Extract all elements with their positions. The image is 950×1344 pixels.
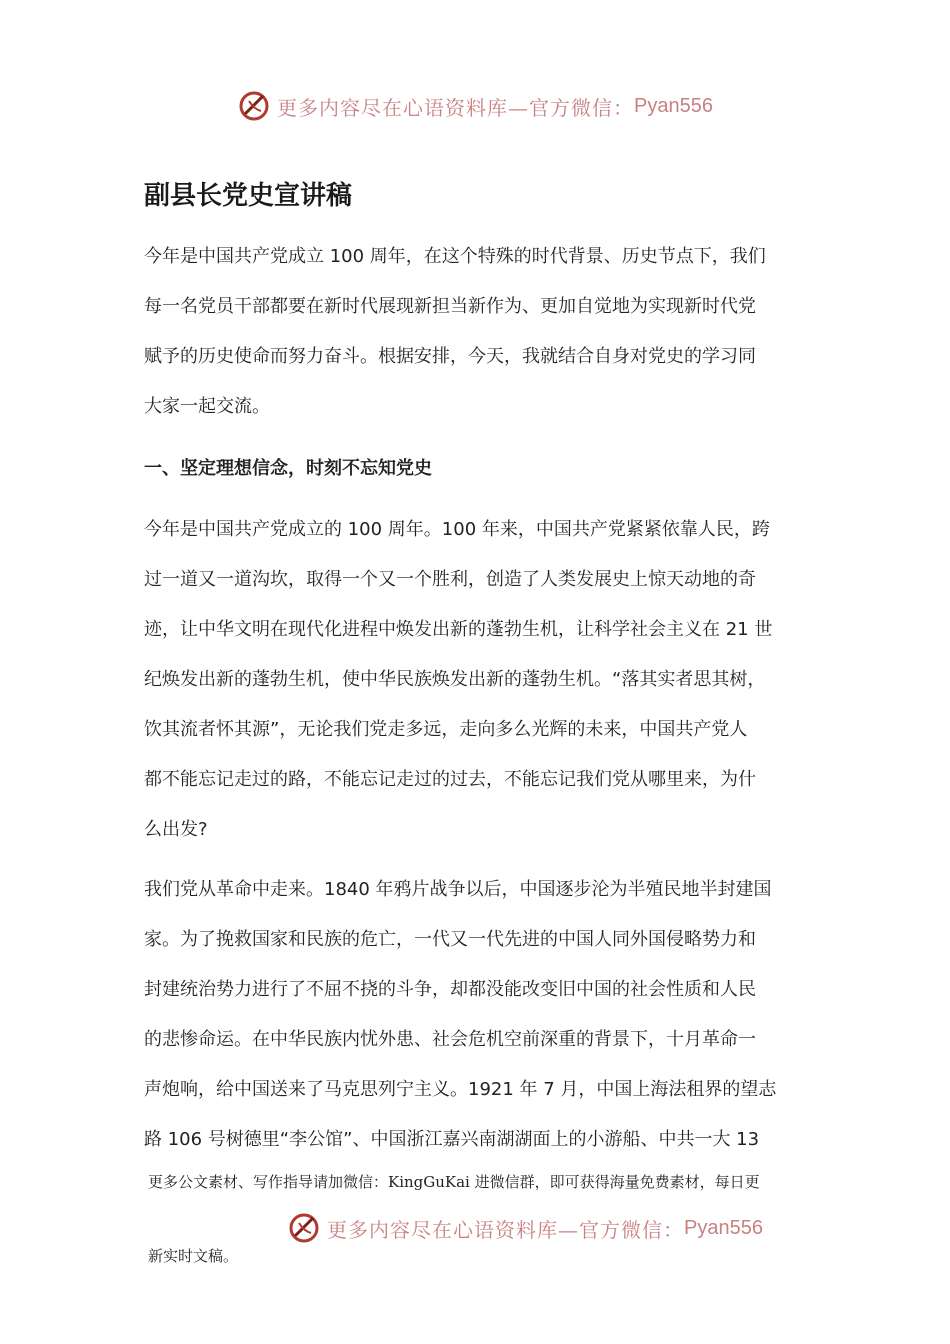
text-line: 每一名党员干部都要在新时代展现新担当新作为、更加自觉地为实现新时代党 [144,296,756,317]
text-line: 家。为了挽救国家和民族的危亡，一代又一代先进的中国人同外国侵略势力和 [144,929,756,950]
text-line: 我们党从革命中走来。1840 年鸦片战争以后，中国逐步沦为半殖民地半封建国 [144,879,772,900]
document-title: 副县长党史宣讲稿 [144,181,353,211]
banner-text: 更多内容尽在心语资料库—官方微信： [327,1217,685,1242]
text-line: 纪焕发出新的蓬勃生机，使中华民族焕发出新的蓬勃生机。“落其实者思其树， [144,669,766,690]
footer-note-continuation: 新实时文稿。 [148,1247,239,1265]
text-line: 过一道又一道沟坎，取得一个又一个胜利，创造了人类发展史上惊天动地的奇 [144,569,756,590]
paragraph-history [144,505,814,855]
banner-text: 更多内容尽在心语资料库—官方微信： [277,95,635,120]
banner-wechat-id: Pyan556 [634,94,713,117]
paragraph-intro [144,232,814,432]
section-heading: 一、坚定理想信念，时刻不忘知党史 [144,458,432,479]
header-banner [0,86,950,126]
text-line: 今年是中国共产党成立的 100 周年。100 年来，中国共产党紧紧依靠人民，跨 [144,519,770,540]
text-line: 大家一起交流。 [144,396,270,417]
banner-wechat-id: Pyan556 [684,1216,763,1239]
text-line: 今年是中国共产党成立 100 周年，在这个特殊的时代背景、历史节点下，我们 [144,246,766,267]
text-line: 封建统治势力进行了不屈不挠的斗争，却都没能改变旧中国的社会性质和人民 [144,979,756,1000]
footer-banner [50,1208,950,1248]
text-line: 声炮响，给中国送来了马克思列宁主义。1921 年 7 月，中国上海法租界的望志 [144,1079,777,1100]
footer-note: 更多公文素材、写作指导请加微信：KingGuKai 进微信群，即可获得海量免费素材，每日更 [148,1173,760,1191]
text-line: 都不能忘记走过的路，不能忘记走过的过去，不能忘记我们党从哪里来，为什 [144,769,756,790]
text-line: 饮其流者怀其源”，无论我们党走多远，走向多么光辉的未来，中国共产党人 [144,719,748,740]
text-line: 迹，让中华文明在现代化进程中焕发出新的蓬勃生机，让科学社会主义在 21 世 [144,619,773,640]
paragraph-revolution [144,865,814,1165]
brand-logo-icon [237,89,271,123]
text-line: 么出发? [144,819,208,840]
brand-logo-icon [287,1211,321,1245]
text-line: 路 106 号树德里“李公馆”、中国浙江嘉兴南湖湖面上的小游船、中共一大 13 [144,1129,760,1150]
text-line: 赋予的历史使命而努力奋斗。根据安排，今天，我就结合自身对党史的学习同 [144,346,756,367]
text-line: 的悲惨命运。在中华民族内忧外患、社会危机空前深重的背景下，十月革命一 [144,1029,756,1050]
